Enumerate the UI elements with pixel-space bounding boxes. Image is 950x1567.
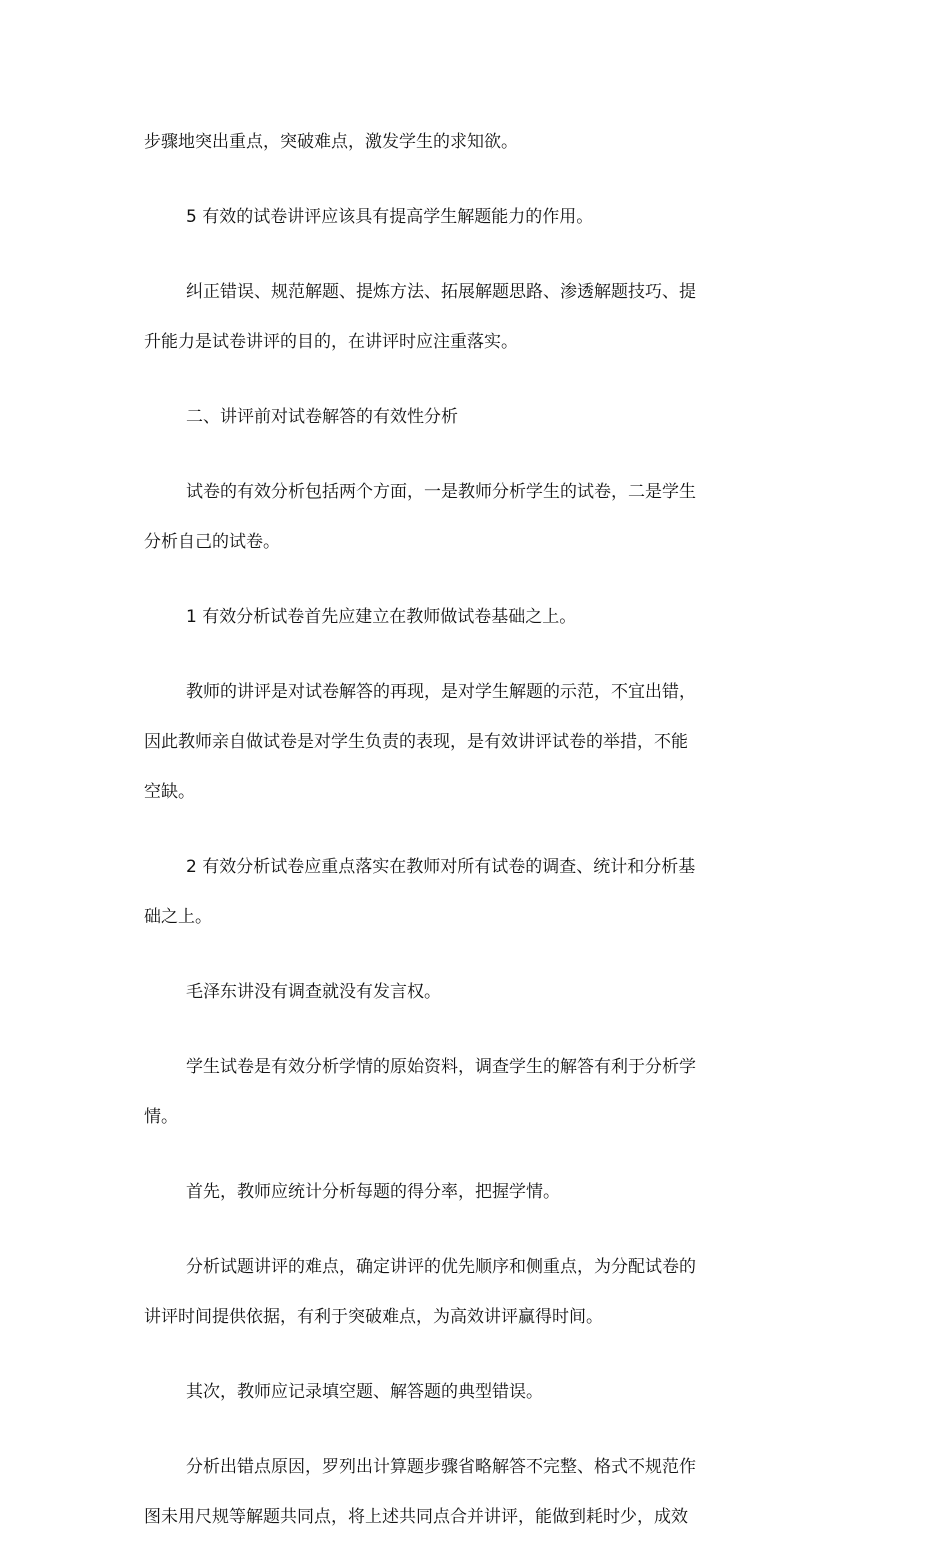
paragraph bbox=[144, 1167, 756, 1217]
paragraph bbox=[144, 967, 756, 1017]
paragraph bbox=[144, 842, 756, 942]
paragraph bbox=[144, 592, 756, 642]
paragraph bbox=[144, 1367, 756, 1417]
paragraph bbox=[144, 392, 756, 442]
paragraph-line: 步骤地突出重点，突破难点，激发学生的求知欲。 bbox=[144, 132, 518, 152]
paragraph-line: 试卷的有效分析包括两个方面，一是教师分析学生的试卷，二是学生 bbox=[186, 482, 696, 502]
paragraph-line: 教师的讲评是对试卷解答的再现，是对学生解题的示范，不宜出错， bbox=[186, 682, 696, 702]
document-body bbox=[144, 117, 756, 1567]
paragraph-line: 纠正错误、规范解题、提炼方法、拓展解题思路、渗透解题技巧、提 bbox=[186, 282, 696, 302]
paragraph-line: 分析出错点原因，罗列出计算题步骤省略解答不完整、格式不规范作 bbox=[186, 1457, 696, 1477]
paragraph-line: 图未用尺规等解题共同点，将上述共同点合并讲评，能做到耗时少，成效 bbox=[144, 1507, 688, 1527]
paragraph-line: 础之上。 bbox=[144, 907, 212, 927]
paragraph-line: 空缺。 bbox=[144, 782, 195, 802]
paragraph-line: 因此教师亲自做试卷是对学生负责的表现，是有效讲评试卷的举措，不能 bbox=[144, 732, 688, 752]
paragraph-line: 二、讲评前对试卷解答的有效性分析 bbox=[186, 407, 458, 427]
paragraph bbox=[144, 1242, 756, 1342]
paragraph bbox=[144, 192, 756, 242]
paragraph-line: 讲评时间提供依据，有利于突破难点，为高效讲评赢得时间。 bbox=[144, 1307, 603, 1327]
paragraph-line: 5 有效的试卷讲评应该具有提高学生解题能力的作用。 bbox=[186, 207, 594, 227]
paragraph bbox=[144, 1042, 756, 1142]
paragraph bbox=[144, 267, 756, 367]
paragraph-line: 分析试题讲评的难点，确定讲评的优先顺序和侧重点，为分配试卷的 bbox=[186, 1257, 696, 1277]
paragraph-line: 其次，教师应记录填空题、解答题的典型错误。 bbox=[186, 1382, 543, 1402]
paragraph bbox=[144, 117, 756, 167]
paragraph-line: 升能力是试卷讲评的目的，在讲评时应注重落实。 bbox=[144, 332, 518, 352]
paragraph bbox=[144, 1442, 756, 1542]
paragraph-line: 情。 bbox=[144, 1107, 178, 1127]
paragraph-line: 1 有效分析试卷首先应建立在教师做试卷基础之上。 bbox=[186, 607, 577, 627]
paragraph-line: 毛泽东讲没有调查就没有发言权。 bbox=[186, 982, 441, 1002]
paragraph-line: 学生试卷是有效分析学情的原始资料，调查学生的解答有利于分析学 bbox=[186, 1057, 696, 1077]
paragraph-line: 分析自己的试卷。 bbox=[144, 532, 280, 552]
paragraph bbox=[144, 667, 756, 817]
paragraph-line: 首先，教师应统计分析每题的得分率，把握学情。 bbox=[186, 1182, 560, 1202]
paragraph-line: 2 有效分析试卷应重点落实在教师对所有试卷的调查、统计和分析基 bbox=[186, 857, 696, 877]
paragraph bbox=[144, 467, 756, 567]
